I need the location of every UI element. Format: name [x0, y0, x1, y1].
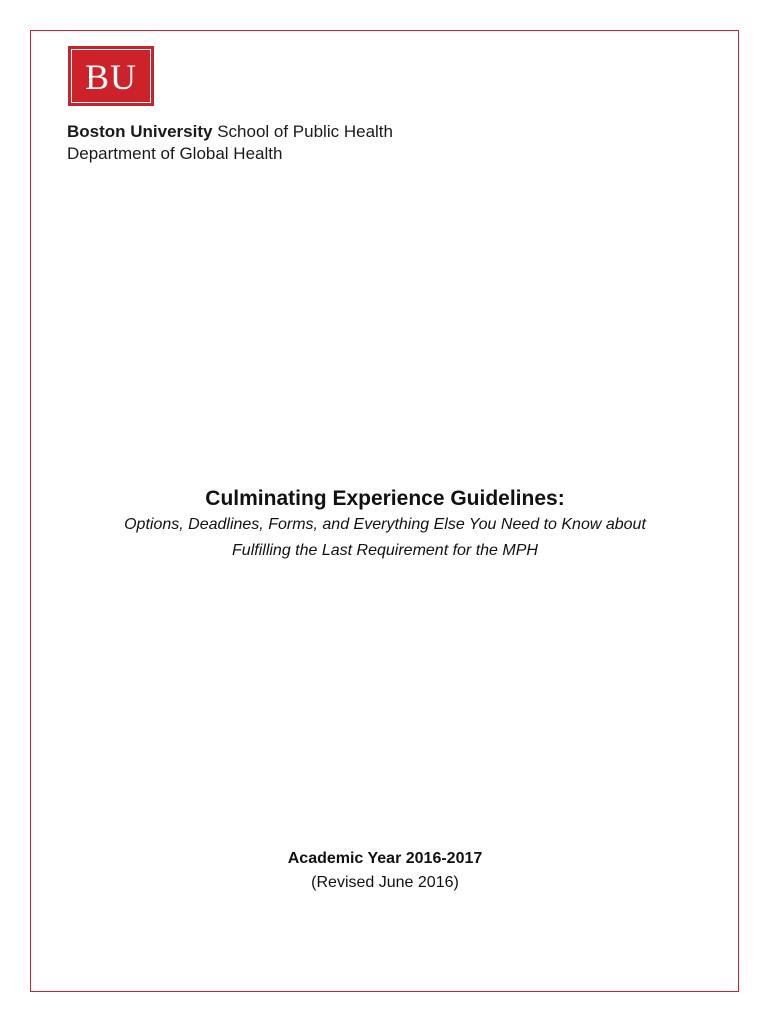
document-title: Culminating Experience Guidelines: — [205, 487, 565, 510]
school-line — [67, 121, 393, 143]
bu-logo-frame — [71, 49, 151, 103]
department-name: Department of Global Health — [67, 144, 283, 163]
document-subtitle-line2: Fulfilling the Last Requirement for the MPH — [232, 542, 538, 559]
revision-date: (Revised June 2016) — [311, 874, 459, 891]
school-name: School of Public Health — [212, 122, 393, 141]
university-name: Boston University — [67, 122, 213, 141]
title-block — [40, 486, 730, 564]
academic-year: Academic Year 2016-2017 — [287, 850, 483, 867]
bu-logo — [68, 46, 154, 106]
document-subtitle-line1: Options, Deadlines, Forms, and Everything Else You Need to Know about — [124, 516, 646, 533]
bu-logo-text: BU — [84, 57, 137, 97]
year-block — [40, 847, 730, 895]
institution-header — [67, 121, 393, 165]
